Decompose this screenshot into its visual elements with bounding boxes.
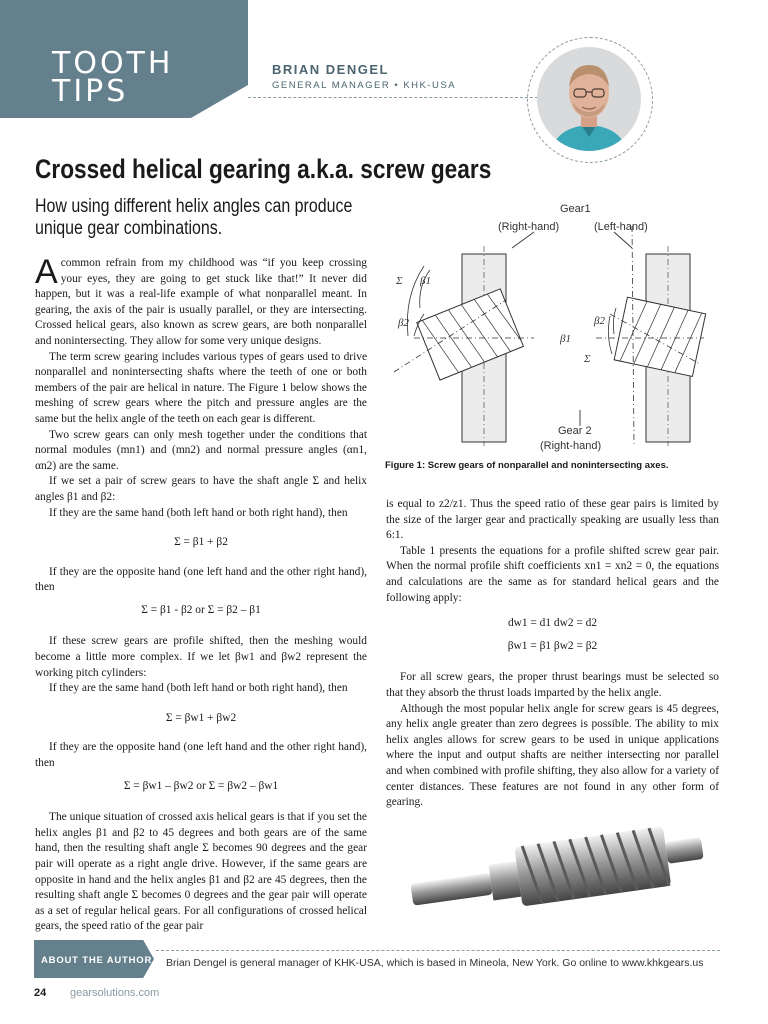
gear1-left-hand-label: (Left-hand) [594, 221, 648, 233]
author-name: BRIAN DENGEL [272, 62, 389, 77]
page-number: 24 [34, 987, 47, 999]
beta2-symbol-left: β2 [398, 317, 409, 329]
article-column-right [386, 497, 719, 811]
figure-caption: Figure 1: Screw gears of nonparallel and nonintersecting axes. [385, 460, 669, 471]
gear-assembly-right [596, 226, 706, 446]
equation: dw1 = d1 dw2 = d2 [507, 617, 598, 630]
article-column-left [35, 253, 367, 935]
gear2-label: Gear 2 [558, 425, 592, 437]
gear2-hand-label: (Right-hand) [540, 440, 602, 452]
section-title: TOOTH TIPS [52, 46, 174, 109]
sigma-symbol-left: Σ [396, 275, 403, 287]
author-portrait [537, 47, 641, 151]
paragraph: If these screw gears are profile shifted, then the meshing would become a little more complex. If we let βw1 and βw2 represent the working pitch cylinders: [35, 635, 367, 679]
beta1-symbol-right: β1 [560, 333, 571, 345]
drop-cap: A [35, 253, 58, 291]
paragraph: Two screw gears can only mesh together under the conditions that normal modules (mn1) and (mn2) and normal pressure angles (αn1, αn2) are the same. [35, 428, 367, 472]
about-divider [156, 950, 720, 951]
paragraph: If they are the same hand (both left hand or both right hand), then [49, 682, 348, 695]
author-role: GENERAL MANAGER • KHK-USA [272, 80, 457, 91]
about-author-label: ABOUT THE AUTHOR [41, 955, 153, 966]
paragraph: The unique situation of crossed axis helical gears is that if you set the helix angles β1 and β2 to 45 degrees and both gears are of the same hand, then the resulting shaft angle Σ becomes 90 degrees and the gear pair will operate as a right angle drive. However, if the same gears are opposite in hand and the helix angles β1 and β2 are 45 degrees, then the resulting shaft angle Σ becomes 0 degrees and the gear pair will operate as a set of regular helical gears. For all configurations of crossed helical gears, the speed ratio of the gear pair [35, 811, 367, 933]
paragraph: The term screw gearing includes various types of gears used to drive nonparallel and nonintersecting shafts where the teeth of one or both members of the pair are helical in nature. The Figure 1 below shows the meshing of screw gears where the pitch and pressure angles are the same but the helix angle of the teeth on each gear is different. [35, 350, 367, 425]
paragraph: For all screw gears, the proper thrust bearings must be selected so that they absorb the thrust loads imparted by the helix angle. [386, 671, 719, 699]
site-url: gearsolutions.com [70, 987, 160, 999]
equation: Σ = β1 + β2 [174, 536, 228, 549]
paragraph: If they are the opposite hand (one left hand and the other right hand), then [35, 741, 367, 770]
beta2-symbol-right: β2 [594, 315, 605, 327]
paragraph: If they are the same hand (both left hand or both right hand), then [49, 506, 348, 519]
paragraph: Acommon refrain from my childhood was “if you keep crossing your eyes, they are going to get stuck like that!” It never did happen, but it was a real-life example of what nonparallel meant. In gearing, the axis of the pair is usually parallel, or they are intersecting. Crossed helical gears, also known as screw gears, are both nonparallel and nonintersecting. They allow for some very unique designs. [35, 253, 367, 347]
screw-gear-diagram [384, 196, 724, 452]
equation: Σ = β1 - β2 or Σ = β2 – β1 [141, 603, 261, 616]
paragraph: Although the most popular helix angle for screw gears is 45 degrees, any helix angle greater than zero degrees is possible. The ability to mix helix angles allows for screw gears to be used in unique applications where the input and output shafts are neither intersecting nor parallel and when combined with profile shifting, they also allow for a variety of center distances. These features are not found in any other form of gearing. [386, 702, 719, 809]
gear1-right-hand-label: (Right-hand) [498, 221, 560, 233]
paragraph: If we set a pair of screw gears to have the shaft angle Σ and helix angles β1 and β2: [35, 475, 367, 503]
equation: Σ = βw1 – βw2 or Σ = βw2 – βw1 [123, 779, 279, 792]
screw-gear-photo [385, 812, 719, 916]
equation: Σ = βw1 + βw2 [165, 711, 237, 724]
sigma-symbol-right: Σ [584, 353, 591, 365]
gear1-label: Gear1 [560, 203, 591, 215]
header-divider [248, 97, 538, 98]
beta1-symbol-left: β1 [420, 275, 431, 287]
about-author-text: Brian Dengel is general manager of KHK-USA, which is based in Mineola, New York. Go online to www.khkgears.us [166, 957, 704, 969]
paragraph: is equal to z2/z1. Thus the speed ratio of these gear pairs is limited by the size of the larger gear and practically speaking are usually less than 6:1. [386, 498, 719, 542]
equation: βw1 = β1 βw2 = β2 [507, 639, 598, 652]
paragraph: Table 1 presents the equations for a profile shifted screw gear pair. When the normal profile shift coefficients xn1 = xn2 = 0, the equations and calculations are the same as for standard helical gears and the following apply: [386, 544, 719, 604]
article-subtitle: How using different helix angles can produce unique gear combinations. [35, 196, 353, 239]
gear-assembly-left [394, 246, 534, 446]
paragraph: If they are the opposite hand (one left hand and the other right hand), then [35, 565, 367, 594]
article-title: Crossed helical gearing a.k.a. screw gears [35, 154, 492, 184]
